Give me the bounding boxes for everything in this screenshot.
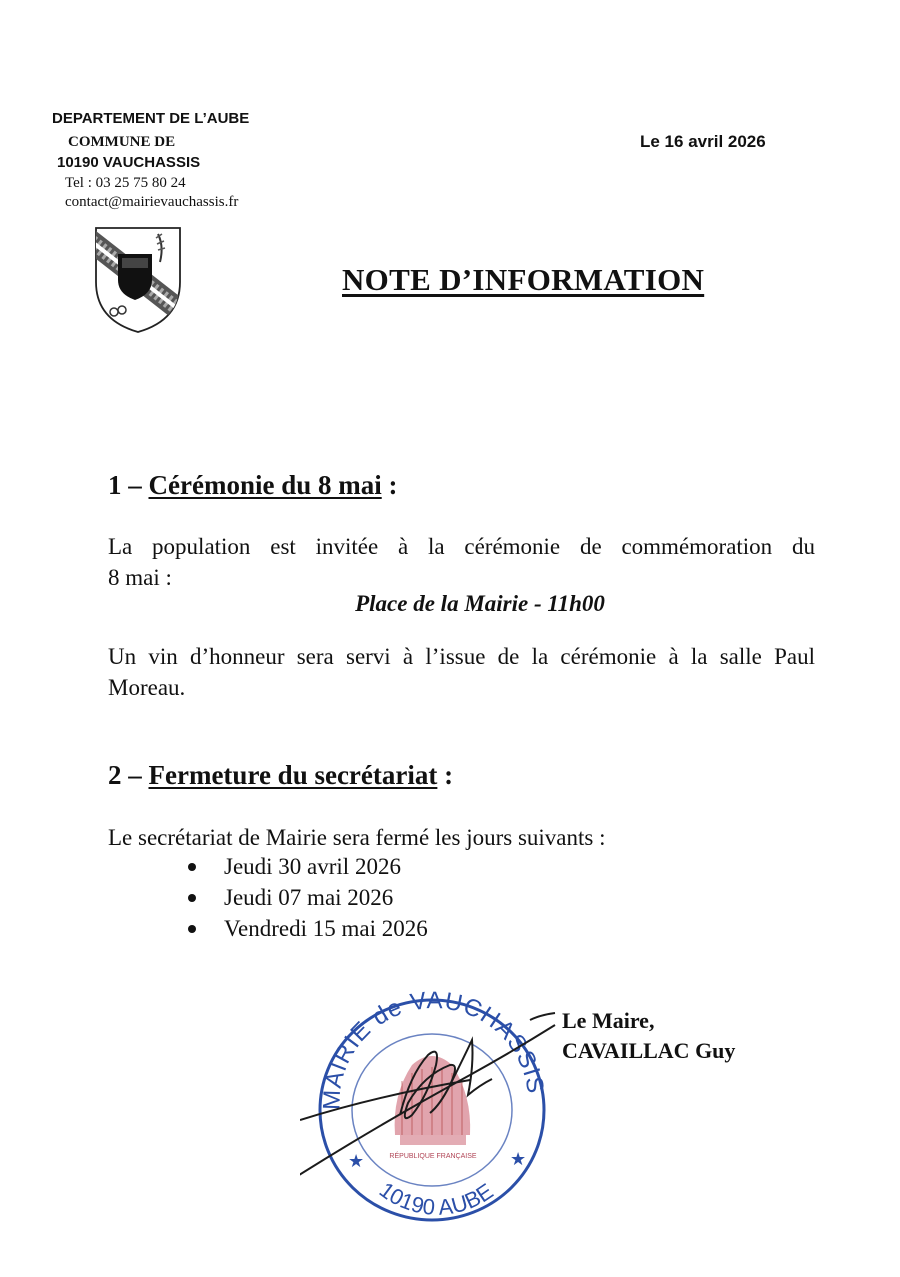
phone-text: Tel : 03 25 75 80 24 xyxy=(65,175,186,191)
official-stamp xyxy=(300,985,560,1235)
list-item xyxy=(108,882,428,913)
bullet-icon xyxy=(188,925,196,933)
section-1-title xyxy=(108,470,397,501)
bullet-icon xyxy=(188,894,196,902)
section-2-number: 2 – xyxy=(108,760,149,790)
closure-day: Jeudi 30 avril 2026 xyxy=(224,854,401,879)
email-text: contact@mairievauchassis.fr xyxy=(65,194,239,210)
stamp-bottom-text: 10190 AUBE xyxy=(374,1176,498,1220)
mayor-name: CAVAILLAC Guy xyxy=(562,1038,736,1063)
stamp-top-text: MAIRIE de VAUCHASSIS xyxy=(318,987,550,1111)
department-label: DEPARTEMENT DE L’AUBE xyxy=(52,110,250,127)
commune-label: COMMUNE DE xyxy=(68,134,176,150)
section-1-number: 1 – xyxy=(108,470,149,500)
stamp-star-icon: ★ xyxy=(510,1149,527,1169)
section-2-heading: Fermeture du secrétariat xyxy=(148,760,438,790)
section-2-title xyxy=(108,760,453,791)
seal-inner-text: RÉPUBLIQUE FRANÇAISE xyxy=(389,1153,477,1160)
list-item xyxy=(108,851,428,882)
section-2-intro: Le secrétariat de Mairie sera fermé les jours suivants : xyxy=(108,825,606,850)
section-1-para-1-line-1: La population est invitée à la cérémonie de commémoration du xyxy=(108,534,815,559)
bullet-icon xyxy=(188,863,196,871)
document-date: Le 16 avril 2026 xyxy=(640,132,766,151)
coat-of-arms-icon xyxy=(92,224,184,336)
section-1-colon: : xyxy=(381,470,398,500)
section-1-para-2-line-1: Un vin d’honneur sera servi à l’issue de la cérémonie à la salle Paul xyxy=(108,644,815,669)
section-2-colon: : xyxy=(437,760,454,790)
section-1-para-1-line-2: 8 mai : xyxy=(108,565,172,590)
closure-day: Jeudi 07 mai 2026 xyxy=(224,885,394,910)
stamp-star-icon: ★ xyxy=(348,1151,365,1171)
closure-day: Vendredi 15 mai 2026 xyxy=(224,916,428,941)
list-item xyxy=(108,913,428,944)
section-1-para-2-line-2: Moreau. xyxy=(108,675,186,700)
section-1-heading: Cérémonie du 8 mai xyxy=(148,470,382,500)
ceremony-place-time: Place de la Mairie - 11h00 xyxy=(355,591,605,616)
city-label: 10190 VAUCHASSIS xyxy=(57,154,201,171)
mayor-role: Le Maire, xyxy=(562,1008,655,1033)
page-title: NOTE D’INFORMATION xyxy=(342,262,705,297)
closure-days-list xyxy=(108,851,428,944)
